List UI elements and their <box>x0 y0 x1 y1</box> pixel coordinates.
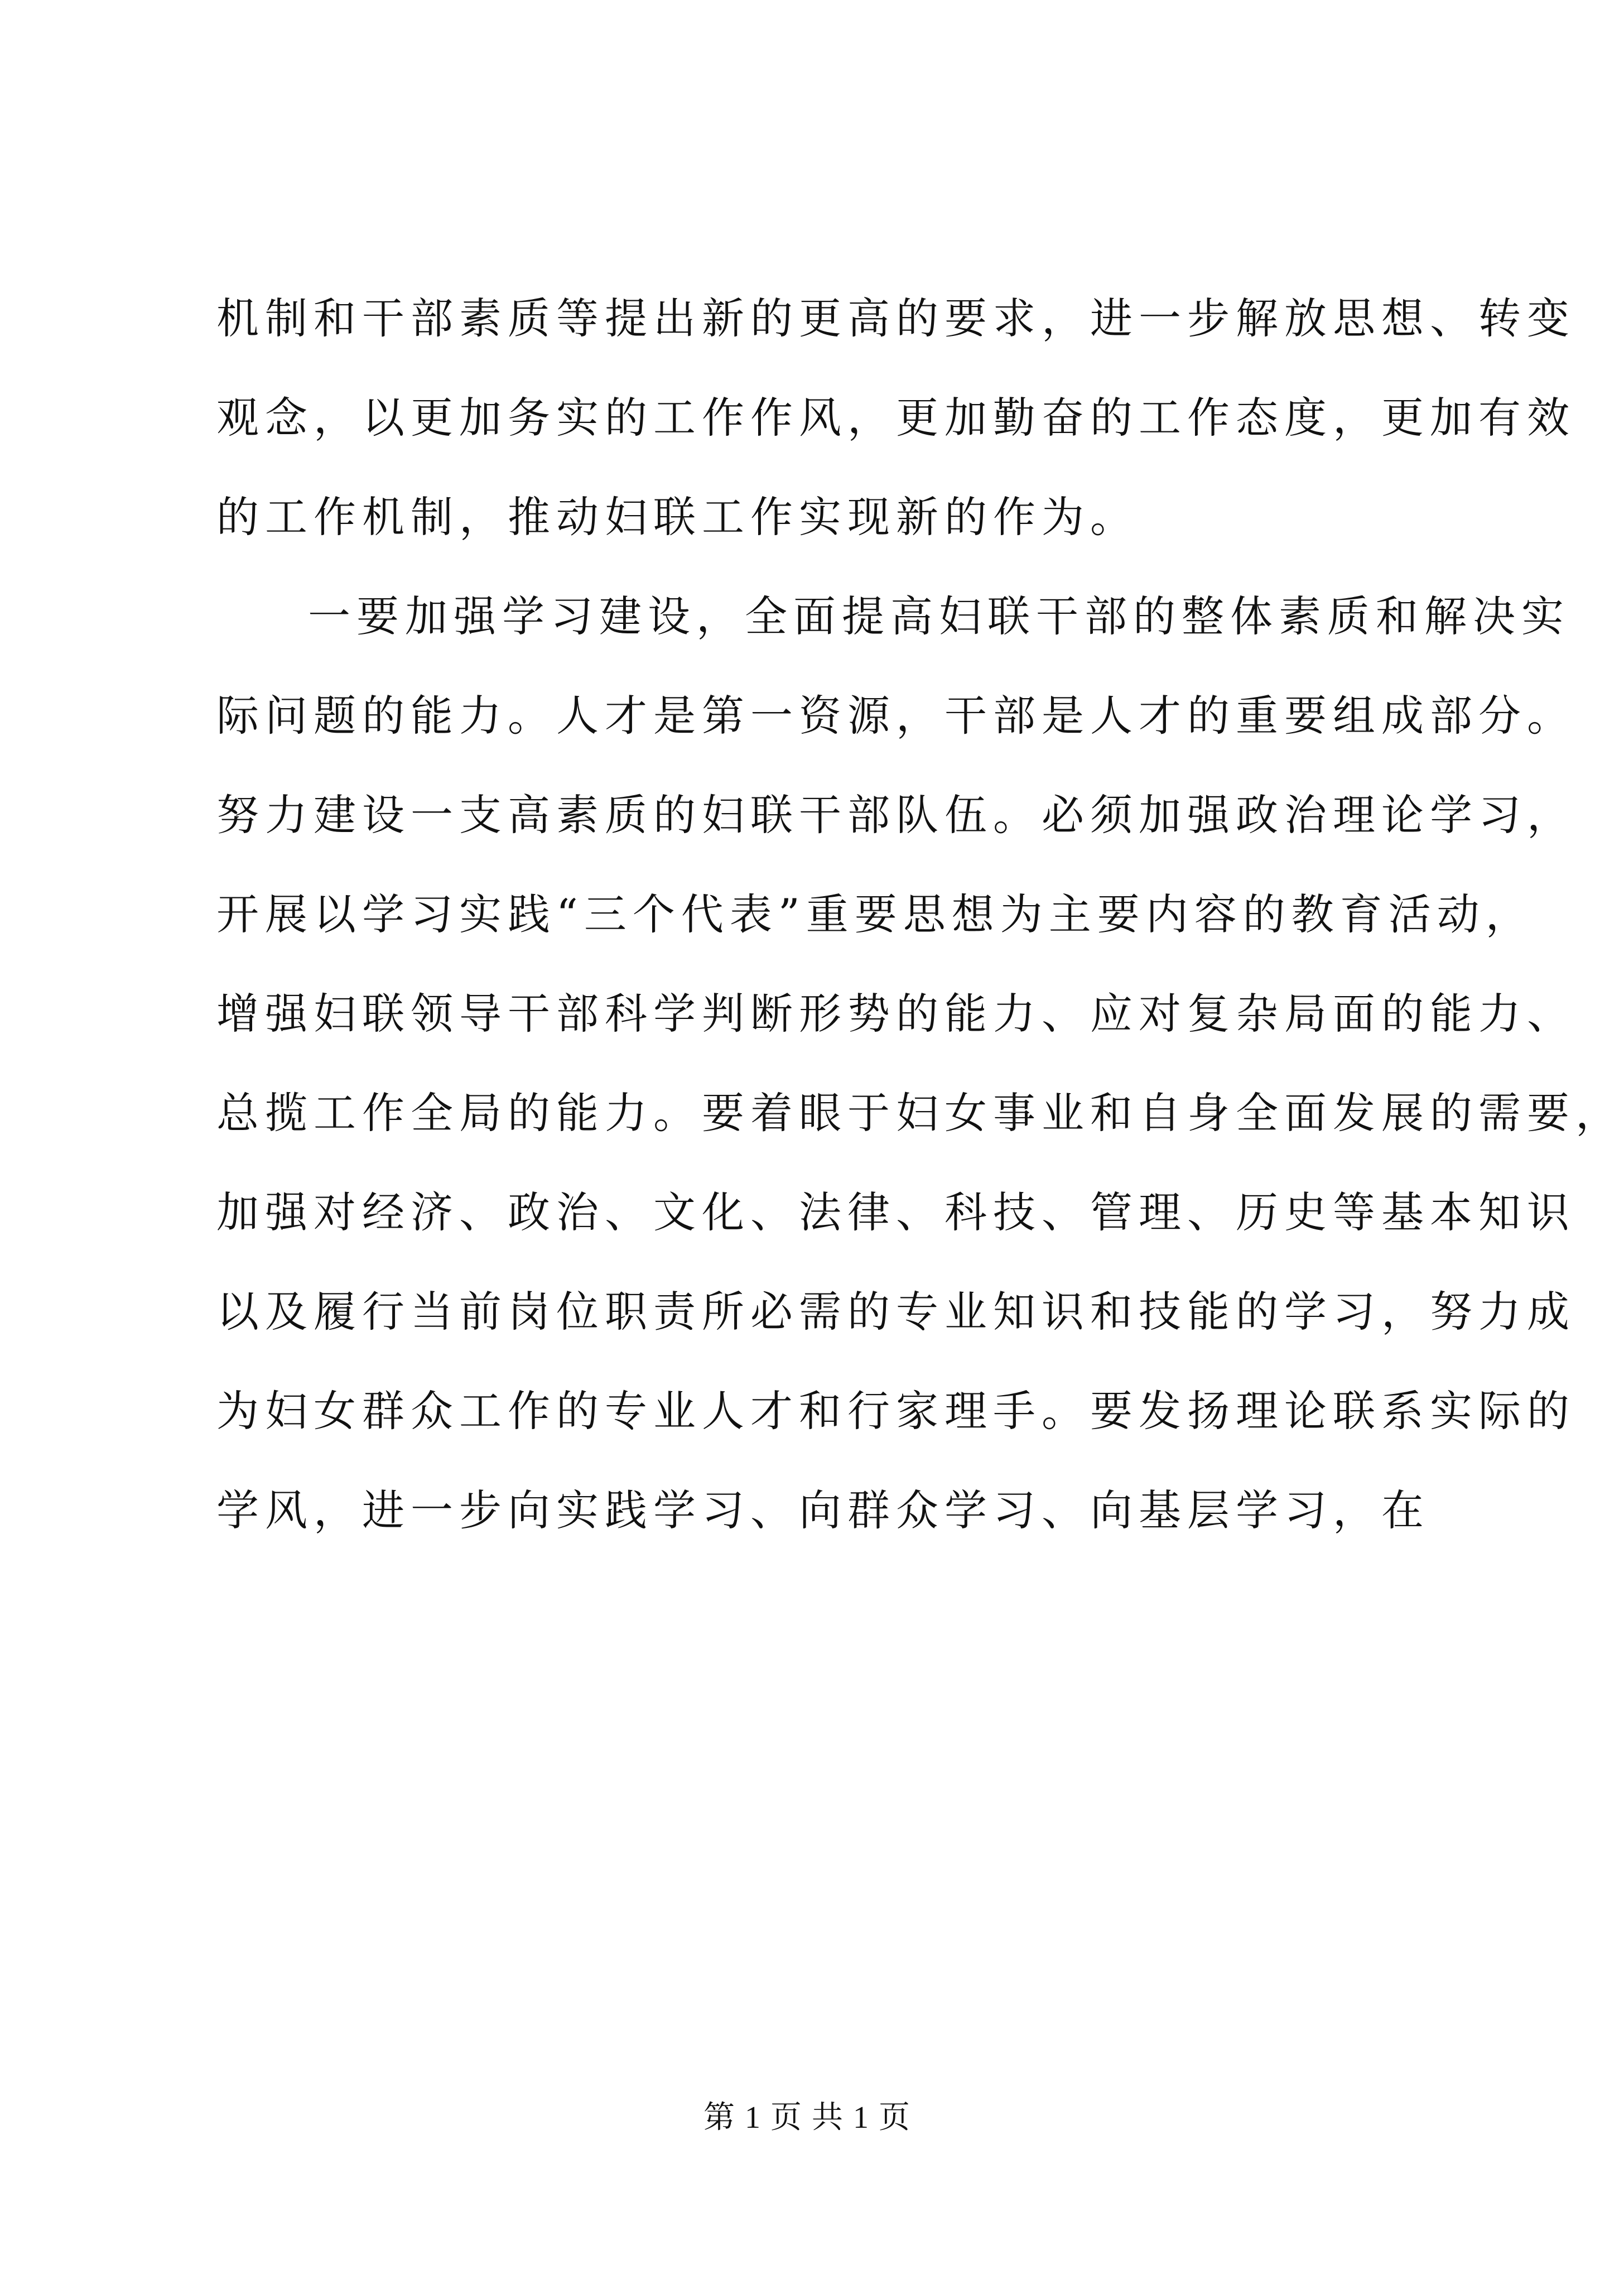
body-line: 总揽工作全局的能力。要着眼于妇女事业和自身全面发展的需要， <box>216 1088 1624 1138</box>
body-line: 机制和干部素质等提出新的更高的要求，进一步解放思想、转变 <box>216 294 1575 343</box>
body-line: 为妇女群众工作的专业人才和行家理手。要发扬理论联系实际的 <box>216 1386 1575 1436</box>
body-line: 以及履行当前岗位职责所必需的专业知识和技能的学习，努力成 <box>216 1287 1575 1336</box>
body-line: 努力建设一支高素质的妇联干部队伍。必须加强政治理论学习， <box>216 790 1575 840</box>
page-footer <box>0 2095 1615 2140</box>
page-number-indicator: 第 1 页 共 1 页 <box>703 2100 911 2135</box>
body-line: 际问题的能力。人才是第一资源，干部是人才的重要组成部分。 <box>216 691 1575 741</box>
body-line: 开展以学习实践“三个代表”重要思想为主要内容的教育活动， <box>216 889 1534 939</box>
body-line: 加强对经济、政治、文化、法律、科技、管理、历史等基本知识 <box>216 1187 1575 1237</box>
body-line: 学风，进一步向实践学习、向群众学习、向基层学习，在 <box>216 1485 1430 1535</box>
document-body <box>216 269 1624 1560</box>
body-line: 增强妇联领导干部科学判断形势的能力、应对复杂局面的能力、 <box>216 989 1575 1038</box>
body-line: 的工作机制，推动妇联工作实现新的作为。 <box>216 492 1139 542</box>
body-line: 观念，以更加务实的工作作风，更加勤奋的工作态度，更加有效 <box>216 393 1575 443</box>
paragraph-first-line: 一要加强学习建设，全面提高妇联干部的整体素质和解决实 <box>308 592 1570 641</box>
